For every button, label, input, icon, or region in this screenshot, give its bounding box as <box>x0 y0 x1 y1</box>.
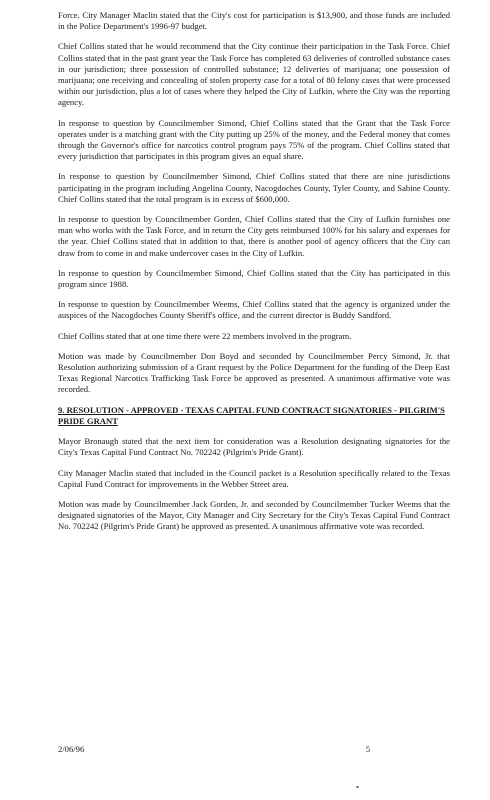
paragraph: Chief Collins stated that he would recommend that the City continue their participation in the Task Force. Chief Collins stated that in the past grant year the Task Force has completed 63 deliveries of controlled substance cases in our jurisdiction; three possession of controlled substance; 12 deliveries of marijuana; one possession of marijuana; one receiving and concealing of stolen property case for a total of 80 felony cases that were processed within our jurisdiction, plus a lot of cases where they helped the City of Lufkin, where the City was the reporting agency. <box>58 41 450 108</box>
paragraph: Motion was made by Councilmember Jack Gorden, Jr. and seconded by Councilmember Tucker Weems that the designated signatories of the Mayor, City Manager and City Secretary for the City's Texas Capital Fund Contract No. 702242 (Pilgrim's Pride Grant) be approved as presented. A unanimous affirmative vote was recorded. <box>58 498 450 532</box>
paragraph: In response to question by Councilmember Simond, Chief Collins stated that the Grant that the Task Force operates under is a matching grant with the City putting up 25% of the money, and the Federal money that comes through the Governor's office for narcotics control program pays 75% of the program. Chief Collins stated that every jurisdiction that participates in this program gives an equal share. <box>58 117 450 162</box>
footer-date: 2/06/96 <box>58 744 85 754</box>
paragraph: City Manager Maclin stated that included in the Council packet is a Resolution specifically related to the Texas Capital Fund Contract for improvements in the Webber Street area. <box>58 467 450 489</box>
paragraph: In response to question by Councilmember Weems, Chief Collins stated that the agency is organized under the auspices of the Nacogdoches County Sheriff's office, and the current director is Buddy Sandford. <box>58 299 450 321</box>
paragraph: Mayor Bronaugh stated that the next item for consideration was a Resolution designating signatories for the City's Texas Capital Fund Contract No. 702242 (Pilgrim's Pride Grant). <box>58 436 450 458</box>
paragraph: In response to question by Councilmember Gorden, Chief Collins stated that the City of Lufkin furnishes one man who works with the Task Force, and in return the City gets reimbursed 100% for his salary and expenses for the year. Chief Collins stated that in addition to that, there is another pool of agency officers that the City can draw from to come in and make undercover cases in the City of Lufkin. <box>58 214 450 258</box>
page-footer <box>58 744 370 754</box>
paragraph: In response to question by Councilmember Simond, Chief Collins stated that there are nine jurisdictions participating in the program including Angelina County, Nacogdoches County, Tyler County, and Sabine County. Chief Collins stated that the total program is in excess of $600,000. <box>58 171 450 204</box>
scan-speck <box>356 786 359 788</box>
paragraph: Motion was made by Councilmember Don Boyd and seconded by Councilmember Percy Simond, Jr. that Resolution authorizing submission of a Grant request by the Police Department for the funding of the Deep East Texas Regional Narcotics Trafficking Task Force be approved as presented. A unanimous affirmative vote was recorded. <box>58 350 450 395</box>
footer-page-number: 5 <box>365 744 370 754</box>
paragraph: Force. City Manager Maclin stated that the City's cost for participation is $13,900, and those funds are included in the Police Department's 1996-97 budget. <box>58 10 450 32</box>
paragraph: Chief Collins stated that at one time there were 22 members involved in the program. <box>58 330 352 341</box>
section-heading: 9. RESOLUTION - APPROVED - TEXAS CAPITAL FUND CONTRACT SIGNATORIES - PILGRIM'S PRIDE GRANT <box>58 404 445 426</box>
paragraph: In response to question by Councilmember Simond, Chief Collins stated that the City has participated in this program since 1988. <box>58 267 450 290</box>
